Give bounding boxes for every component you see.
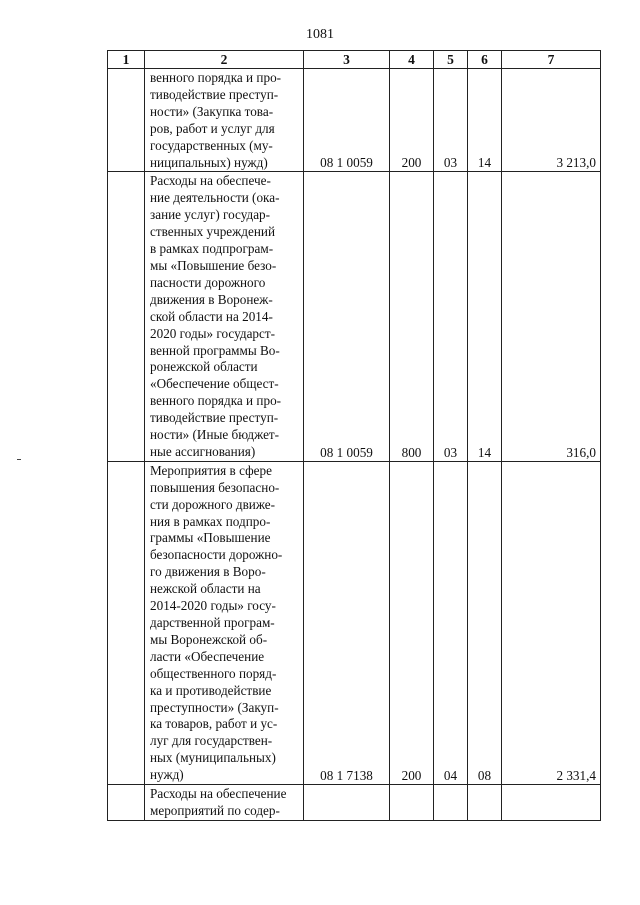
row-number-cell (108, 461, 145, 784)
description-line: венного порядка и про- (150, 393, 282, 409)
description-line: пасности дорожного (150, 274, 266, 290)
description-lines (150, 172, 300, 460)
description-line: «Обеспечение общест- (150, 376, 279, 392)
description-line: венной программы Во- (150, 342, 280, 358)
section-cell: 03 (434, 172, 468, 461)
description-line: тиводействие преступ- (150, 86, 279, 102)
subsection-cell: 08 (468, 461, 502, 784)
description-line: Расходы на обеспече- (150, 173, 271, 189)
header-row (108, 51, 601, 69)
description-line: ниципальных) нужд) (150, 154, 268, 170)
description-line: ности» (Закупка това- (150, 103, 274, 119)
description-line: зание услуг) государ- (150, 207, 271, 223)
description-line: в рамках подпрограм- (150, 241, 274, 257)
table-row (108, 172, 601, 461)
description-line: ронежской области (150, 359, 258, 375)
amount-cell (502, 785, 601, 821)
description-line: тиводействие преступ- (150, 410, 279, 426)
description-line: общественного поряд- (150, 665, 277, 681)
description-line: луг для государствен- (150, 733, 273, 749)
description-line: безопасности дорожно- (150, 547, 283, 563)
target-article-cell (304, 785, 390, 821)
expense-type-cell: 200 (390, 461, 434, 784)
description-line: движения в Воронеж- (150, 291, 273, 307)
table-body (108, 69, 601, 821)
table-row (108, 785, 601, 821)
amount-cell: 316,0 (502, 172, 601, 461)
description-line: Расходы на обеспечение (150, 786, 287, 802)
row-number-cell (108, 69, 145, 172)
section-cell: 03 (434, 69, 468, 172)
description-line: го движения в Воро- (150, 564, 266, 580)
description-cell (145, 785, 304, 821)
description-line: 2020 годы» государст- (150, 325, 276, 341)
description-line: мероприятий по содер- (150, 802, 280, 818)
description-lines (150, 462, 300, 784)
description-line: венного порядка и про- (150, 70, 282, 85)
description-line: ния в рамках подпро- (150, 513, 271, 529)
description-line: мы «Повышение безо- (150, 257, 277, 273)
header-col-5: 5 (434, 51, 468, 69)
description-line: ные ассигнования) (150, 443, 256, 459)
description-line: государственных (му- (150, 137, 273, 153)
description-line: повышения безопасно- (150, 479, 280, 495)
table-row (108, 461, 601, 784)
margin-mark (17, 459, 21, 460)
section-cell: 04 (434, 461, 468, 784)
amount-cell: 3 213,0 (502, 69, 601, 172)
description-lines (150, 785, 300, 820)
row-number-cell (108, 172, 145, 461)
description-line: граммы «Повышение (150, 530, 271, 546)
description-line: ров, работ и услуг для (150, 120, 275, 136)
description-cell (145, 172, 304, 461)
section-cell (434, 785, 468, 821)
target-article-cell: 08 1 7138 (304, 461, 390, 784)
description-line: ных (муниципальных) (150, 750, 276, 766)
header-col-7: 7 (502, 51, 601, 69)
row-number-cell (108, 785, 145, 821)
description-line: ка товаров, работ и ус- (150, 716, 278, 732)
header-col-2: 2 (145, 51, 304, 69)
budget-table (107, 50, 601, 821)
description-lines (150, 69, 300, 171)
description-line: сти дорожного движе- (150, 496, 276, 512)
description-cell (145, 461, 304, 784)
description-line: 2014-2020 годы» госу- (150, 598, 276, 614)
expense-type-cell (390, 785, 434, 821)
description-line: преступности» (Закуп- (150, 699, 279, 715)
description-line: нежской области на (150, 581, 261, 597)
target-article-cell: 08 1 0059 (304, 69, 390, 172)
description-line: ской области на 2014- (150, 308, 273, 324)
amount-cell: 2 331,4 (502, 461, 601, 784)
header-col-6: 6 (468, 51, 502, 69)
description-line: Мероприятия в сфере (150, 462, 272, 478)
subsection-cell: 14 (468, 69, 502, 172)
table-row (108, 69, 601, 172)
description-line: ка и противодействие (150, 682, 272, 698)
target-article-cell: 08 1 0059 (304, 172, 390, 461)
page-number: 1081 (306, 27, 334, 42)
subsection-cell (468, 785, 502, 821)
description-line: дарственной програм- (150, 615, 275, 630)
description-cell (145, 69, 304, 172)
header-col-3: 3 (304, 51, 390, 69)
description-line: ласти «Обеспечение (150, 648, 265, 664)
description-line: мы Воронежской об- (150, 631, 268, 647)
header-col-1: 1 (108, 51, 145, 69)
description-line: ние деятельности (ока- (150, 190, 280, 206)
subsection-cell: 14 (468, 172, 502, 461)
description-line: ности» (Иные бюджет- (150, 427, 280, 443)
description-line: ственных учреждений (150, 224, 276, 240)
expense-type-cell: 800 (390, 172, 434, 461)
header-col-4: 4 (390, 51, 434, 69)
expense-type-cell: 200 (390, 69, 434, 172)
description-line: нужд) (150, 767, 184, 783)
